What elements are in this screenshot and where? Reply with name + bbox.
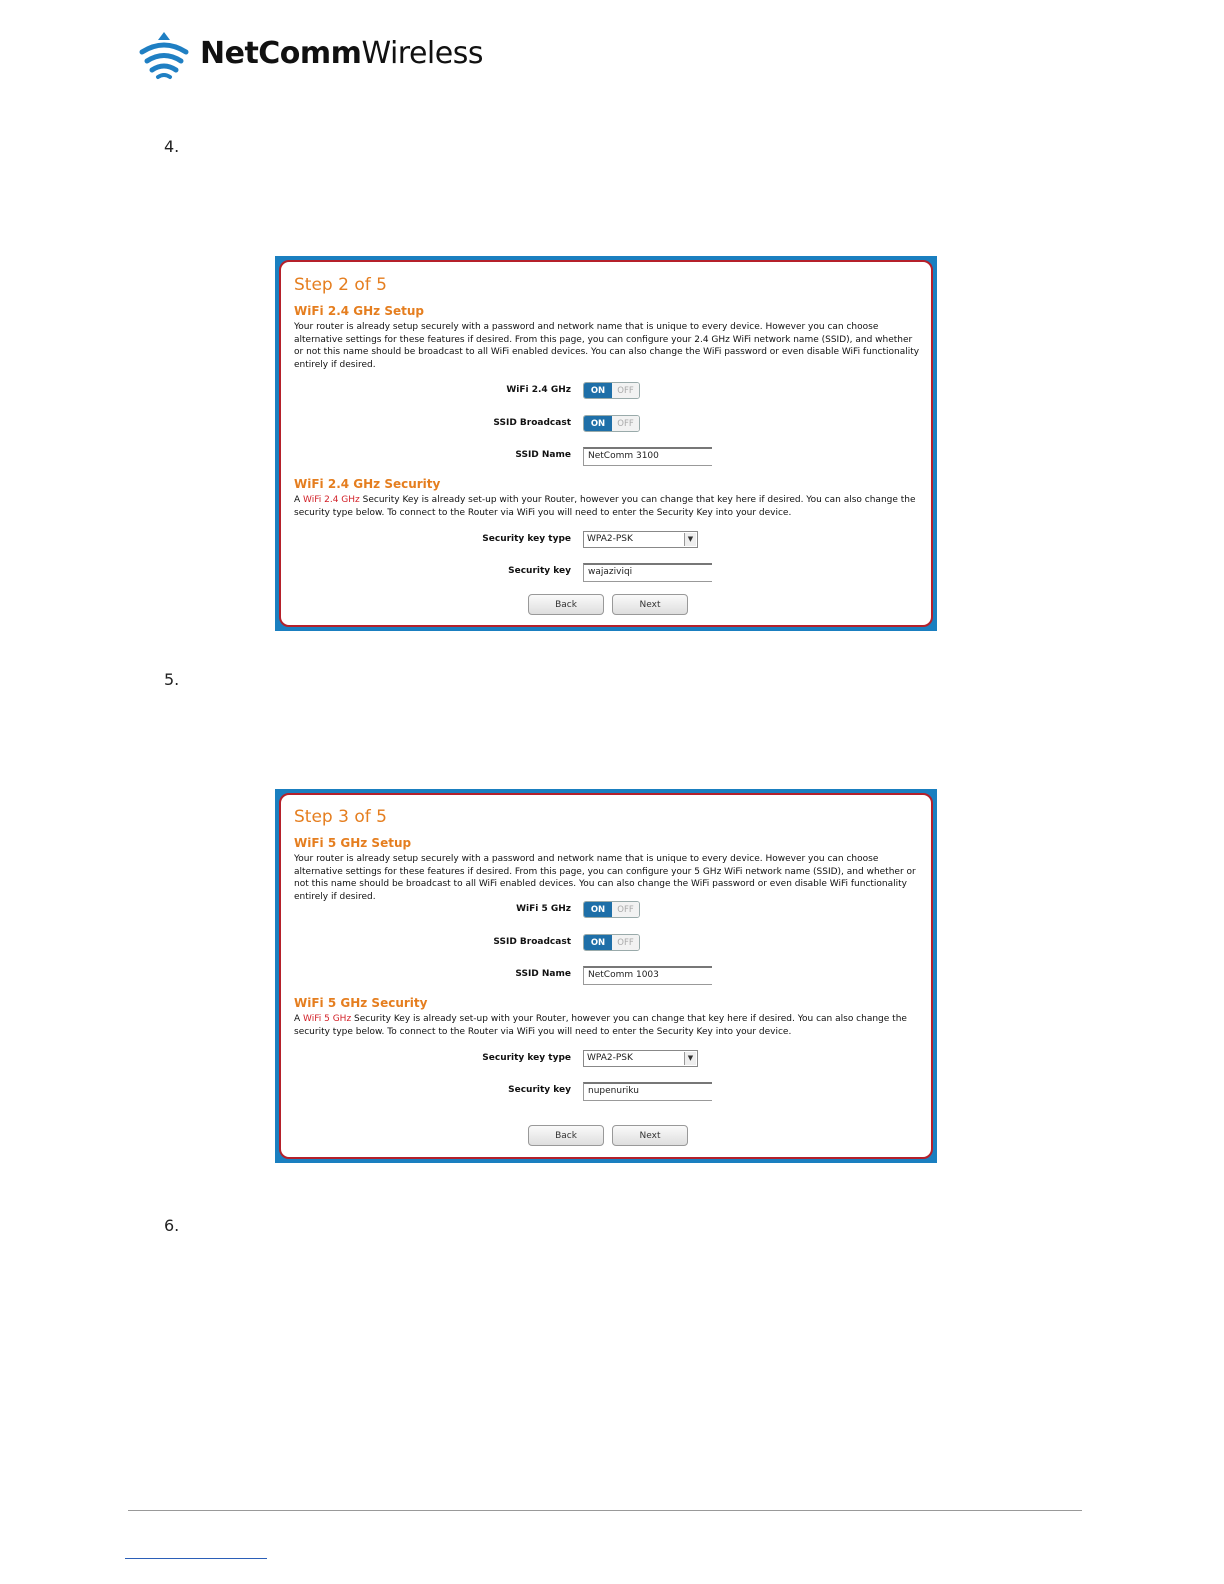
security-key-type-label: Security key type [482,534,571,544]
toggle-off[interactable]: OFF [612,935,639,950]
ssid-name-label: SSID Name [515,450,571,460]
wifi-label: WiFi 2.4 GHz [506,385,571,395]
security-key-input[interactable]: nupenuriku [583,1082,712,1101]
ssid-broadcast-toggle[interactable] [583,934,640,951]
security-key-label: Security key [508,566,571,576]
setup-description: Your router is already setup securely with a password and network name that is unique to every device. However you can choose alternative settings for these features if desired. From this page, you can configure your 5 GHz WiFi network name (SSID), and whether or not this name should be broadcast to all WiFi enabled devices. You can also change the WiFi password or even disable WiFi functionality entirely if desired. [294,854,916,902]
security-key-type-select[interactable]: WPA2-PSK ▼ [583,1050,698,1067]
ssid-name-input[interactable]: NetComm 3100 [583,447,712,466]
ssid-broadcast-label: SSID Broadcast [493,418,571,428]
toggle-off[interactable]: OFF [612,383,639,398]
wizard-card [279,260,933,627]
security-key-type-row [281,1050,931,1070]
next-button[interactable]: Next [612,594,688,615]
setup-heading: WiFi 2.4 GHz Setup [294,304,424,318]
step-number-6: 6. [164,1216,180,1235]
ssid-broadcast-label: SSID Broadcast [493,937,571,947]
security-key-type-row [281,531,931,551]
security-key-label: Security key [508,1085,571,1095]
wizard-card [279,793,933,1159]
toggle-on[interactable]: ON [584,383,612,398]
security-heading: WiFi 5 GHz Security [294,996,428,1010]
wifi-label: WiFi 5 GHz [516,904,571,914]
step-number-4: 4. [164,137,180,156]
ssid-name-label: SSID Name [515,969,571,979]
wizard-screenshot-step-3 [275,789,937,1163]
setup-description: Your router is already setup securely with a password and network name that is unique to every device. However you can choose alternative settings for these features if desired. From this page, you can configure your 2.4 GHz WiFi network name (SSID), and whether or not this name should be broadcast to all WiFi enabled devices. You can also change the WiFi password or even disable WiFi functionality entirely if desired. [294,322,920,370]
ssid-broadcast-row [281,934,931,954]
security-description: A WiFi 2.4 GHz Security Key is already set-up with your Router, however you can change that key here if desired. You can also change the security type below. To connect to the Router via WiFi you will need to enter the Security Key into your device. [294,495,916,518]
chevron-down-icon[interactable]: ▼ [684,1052,696,1065]
wifi-logo-icon [136,30,192,80]
security-description: A WiFi 5 GHz Security Key is already set-up with your Router, however you can change that key here if desired. You can also change the security type below. To connect to the Router via WiFi you will need to enter the Security Key into your device. [294,1014,907,1037]
wizard-screenshot-step-2 [275,256,937,631]
setup-heading: WiFi 5 GHz Setup [294,836,412,850]
ssid-broadcast-toggle[interactable] [583,415,640,432]
toggle-off[interactable]: OFF [612,416,639,431]
wifi-toggle[interactable] [583,382,640,399]
ssid-name-row [281,966,931,986]
security-key-type-label: Security key type [482,1053,571,1063]
security-key-input[interactable]: wajaziviqi [583,563,712,582]
security-key-row [281,563,931,583]
toggle-off[interactable]: OFF [612,902,639,917]
chevron-down-icon[interactable]: ▼ [684,533,696,546]
logo-wordmark: NetCommWireless [200,36,483,71]
toggle-on[interactable]: ON [584,416,612,431]
step-number-5: 5. [164,670,180,689]
back-button[interactable]: Back [528,594,604,615]
toggle-on[interactable]: ON [584,935,612,950]
footer-divider [128,1510,1082,1511]
security-key-row [281,1082,931,1102]
wizard-title: Step 2 of 5 [294,275,387,295]
ssid-broadcast-row [281,415,931,435]
toggle-on[interactable]: ON [584,902,612,917]
ssid-name-row [281,447,931,467]
security-heading: WiFi 2.4 GHz Security [294,477,441,491]
footer-link-underline [125,1558,267,1559]
security-key-type-select[interactable]: WPA2-PSK ▼ [583,531,698,548]
netcomm-logo [136,30,483,84]
next-button[interactable]: Next [612,1125,688,1146]
ssid-name-input[interactable]: NetComm 1003 [583,966,712,985]
wifi-toggle[interactable] [583,901,640,918]
wifi-toggle-row [281,382,931,402]
back-button[interactable]: Back [528,1125,604,1146]
wizard-title: Step 3 of 5 [294,807,387,827]
wifi-toggle-row [281,901,931,921]
